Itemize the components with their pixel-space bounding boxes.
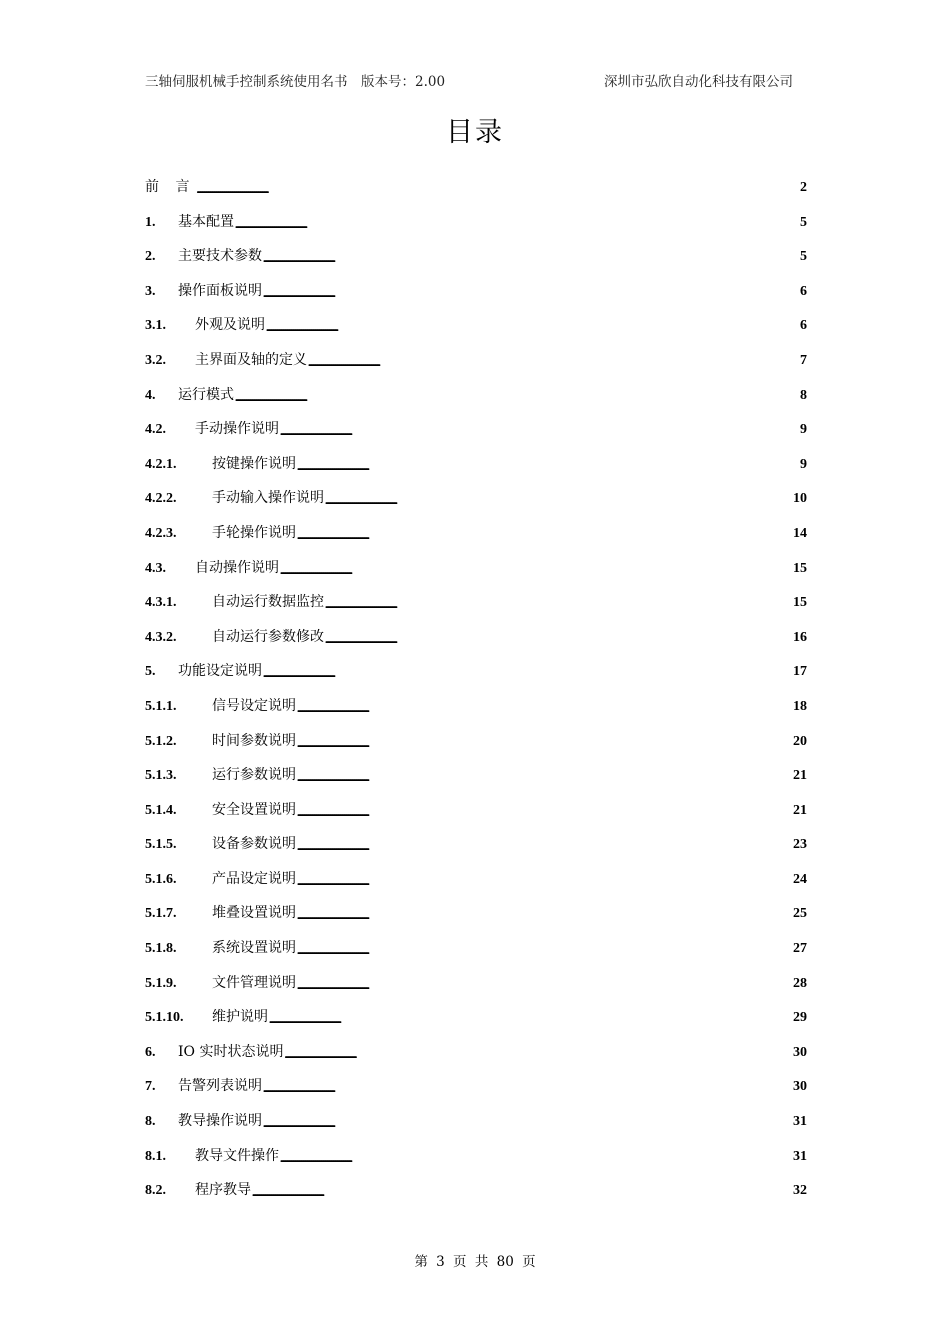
toc-entry-title: 教导操作说明 <box>178 1113 262 1130</box>
toc-entry-page-number: 5 <box>800 249 807 265</box>
page-title: 目录 <box>446 117 504 148</box>
toc-entry-number: 8.1. <box>145 1148 166 1164</box>
toc-dot-leader <box>297 873 792 887</box>
toc-entry-title: 功能设定说明 <box>178 663 262 680</box>
header-company-name: 深圳市弘欣自动化科技有限公司 <box>604 74 793 90</box>
toc-entry-title: 手轮操作说明 <box>212 524 296 541</box>
toc-entry-number: 6. <box>145 1044 156 1060</box>
toc-entry[interactable] <box>145 833 807 868</box>
toc-entry-page-number: 21 <box>793 768 807 784</box>
toc-entry-page-number: 30 <box>793 1079 807 1095</box>
toc-entry-page-number: 27 <box>793 941 807 957</box>
toc-entry[interactable] <box>145 591 807 626</box>
toc-entry-page-number: 7 <box>800 352 807 368</box>
toc-dot-leader <box>297 458 799 472</box>
toc-entry-number: 5.1.4. <box>145 802 177 818</box>
toc-dot-leader <box>235 216 799 230</box>
toc-entry-page-number: 20 <box>793 733 807 749</box>
toc-dot-leader <box>297 942 792 956</box>
toc-entry-page-number: 6 <box>800 318 807 334</box>
toc-entry-number: 4.2. <box>145 422 166 438</box>
toc-entry-number: 5.1.3. <box>145 768 177 784</box>
toc-entry[interactable] <box>145 349 807 384</box>
toc-entry-title: 产品设定说明 <box>212 870 296 887</box>
toc-dot-leader <box>235 389 799 403</box>
toc-entry-title: IO 实时状态说明 <box>178 1043 284 1060</box>
page-header <box>145 70 793 92</box>
toc-entry[interactable] <box>145 1145 807 1180</box>
toc-entry-title: 告警列表说明 <box>178 1078 262 1095</box>
toc-entry-number: 5.1.2. <box>145 733 177 749</box>
toc-entry[interactable] <box>145 487 807 522</box>
toc-entry-number: 5.1.10. <box>145 1010 184 1026</box>
toc-entry[interactable] <box>145 1179 807 1214</box>
toc-entry-page-number: 17 <box>793 664 807 680</box>
toc-entry[interactable] <box>145 972 807 1007</box>
toc-entry-number: 4.2.2. <box>145 491 177 507</box>
toc-entry[interactable] <box>145 902 807 937</box>
toc-entry[interactable] <box>145 280 807 315</box>
toc-entry-title: 外观及说明 <box>195 317 265 334</box>
toc-entry-page-number: 21 <box>793 802 807 818</box>
toc-entry-page-number: 5 <box>800 214 807 230</box>
toc-entry[interactable] <box>145 660 807 695</box>
toc-entry-title: 文件管理说明 <box>212 974 296 991</box>
page-footer: 第 3 页 共 80 页 <box>414 1254 536 1270</box>
toc-entry-number: 1. <box>145 214 156 230</box>
header-document-title: 三轴伺服机械手控制系统使用名书 版本号：2.00 <box>145 74 446 90</box>
toc-dot-leader <box>269 1011 792 1025</box>
toc-entry-number: 8.2. <box>145 1183 166 1199</box>
toc-entry[interactable] <box>145 384 807 419</box>
toc-entry-title: 安全设置说明 <box>212 801 296 818</box>
toc-entry-title: 程序教导 <box>195 1182 251 1199</box>
toc-entry-title: 自动运行参数修改 <box>212 628 324 645</box>
toc-entry-number: 4.3.2. <box>145 629 177 645</box>
toc-dot-leader <box>263 1115 792 1129</box>
toc-dot-leader <box>308 354 799 368</box>
toc-entry-number: 4.3.1. <box>145 595 177 611</box>
toc-entry-page-number: 18 <box>793 698 807 714</box>
toc-entry-title: 教导文件操作 <box>195 1147 279 1164</box>
toc-entry-page-number: 25 <box>793 906 807 922</box>
toc-dot-leader <box>266 319 799 333</box>
toc-entry-title: 按键操作说明 <box>212 455 296 472</box>
toc-entry[interactable] <box>145 418 807 453</box>
toc-entry-title: 主要技术参数 <box>178 248 262 265</box>
toc-entry-number: 8. <box>145 1114 156 1130</box>
toc-dot-leader <box>297 527 792 541</box>
toc-entry-title: 维护说明 <box>212 1009 268 1026</box>
toc-entry-page-number: 31 <box>793 1114 807 1130</box>
toc-entry-title: 操作面板说明 <box>178 282 262 299</box>
toc-dot-leader <box>280 1150 792 1164</box>
table-of-contents <box>145 176 807 1214</box>
toc-entry[interactable] <box>145 1075 807 1110</box>
toc-entry-number: 4. <box>145 387 156 403</box>
toc-entry-number: 3. <box>145 283 156 299</box>
toc-dot-leader <box>263 1080 792 1094</box>
toc-entry[interactable] <box>145 176 807 211</box>
toc-entry-number: 5.1.1. <box>145 698 177 714</box>
toc-entry-number: 5.1.8. <box>145 941 177 957</box>
toc-entry[interactable] <box>145 799 807 834</box>
toc-entry-page-number: 8 <box>800 387 807 403</box>
toc-entry-title: 运行模式 <box>178 386 234 403</box>
toc-entry-number: 3.2. <box>145 352 166 368</box>
toc-entry-title: 手动操作说明 <box>195 421 279 438</box>
toc-entry-number: 5.1.7. <box>145 906 177 922</box>
toc-entry-page-number: 31 <box>793 1148 807 1164</box>
toc-dot-leader <box>263 285 799 299</box>
toc-entry-title: 信号设定说明 <box>212 697 296 714</box>
toc-entry-page-number: 15 <box>793 560 807 576</box>
toc-entry-page-number: 16 <box>793 629 807 645</box>
toc-entry[interactable] <box>145 868 807 903</box>
toc-dot-leader <box>297 977 792 991</box>
toc-dot-leader <box>196 181 799 195</box>
toc-entry[interactable] <box>145 557 807 592</box>
toc-dot-leader <box>280 562 792 576</box>
toc-entry-page-number: 14 <box>793 525 807 541</box>
toc-dot-leader <box>252 1184 792 1198</box>
toc-entry-number: 3.1. <box>145 318 166 334</box>
toc-entry-page-number: 30 <box>793 1044 807 1060</box>
toc-entry-number: 4.2.1. <box>145 456 177 472</box>
toc-dot-leader <box>297 804 792 818</box>
toc-dot-leader <box>297 838 792 852</box>
toc-entry[interactable] <box>145 1041 807 1076</box>
toc-dot-leader <box>297 735 792 749</box>
toc-entry[interactable] <box>145 626 807 661</box>
toc-entry-page-number: 2 <box>800 180 807 195</box>
toc-entry[interactable] <box>145 211 807 246</box>
toc-entry-title: 前 言 <box>145 179 196 195</box>
toc-dot-leader <box>297 907 792 921</box>
toc-entry-page-number: 6 <box>800 283 807 299</box>
toc-entry-page-number: 29 <box>793 1010 807 1026</box>
toc-entry-title: 系统设置说明 <box>212 940 296 957</box>
toc-entry-number: 5. <box>145 664 156 680</box>
toc-entry[interactable] <box>145 937 807 972</box>
toc-dot-leader <box>297 769 792 783</box>
toc-entry[interactable] <box>145 1110 807 1145</box>
toc-dot-leader <box>325 631 792 645</box>
toc-entry-title: 主界面及轴的定义 <box>195 351 307 368</box>
toc-entry-title: 堆叠设置说明 <box>212 905 296 922</box>
toc-entry[interactable] <box>145 695 807 730</box>
toc-entry-page-number: 23 <box>793 837 807 853</box>
toc-entry-page-number: 9 <box>800 456 807 472</box>
toc-entry-title: 运行参数说明 <box>212 767 296 784</box>
toc-dot-leader <box>325 596 792 610</box>
toc-dot-leader <box>297 700 792 714</box>
toc-entry[interactable] <box>145 453 807 488</box>
toc-entry-title: 基本配置 <box>178 213 234 230</box>
toc-entry-title: 设备参数说明 <box>212 836 296 853</box>
toc-entry-title: 时间参数说明 <box>212 732 296 749</box>
toc-entry-number: 5.1.5. <box>145 837 177 853</box>
toc-entry-number: 2. <box>145 249 156 265</box>
toc-entry[interactable] <box>145 1006 807 1041</box>
toc-entry-page-number: 10 <box>793 491 807 507</box>
toc-entry-number: 4.3. <box>145 560 166 576</box>
toc-entry-number: 7. <box>145 1079 156 1095</box>
toc-entry-number: 5.1.6. <box>145 871 177 887</box>
toc-entry-title: 自动操作说明 <box>195 559 279 576</box>
toc-entry[interactable] <box>145 522 807 557</box>
toc-entry-title: 手动输入操作说明 <box>212 490 324 507</box>
toc-entry[interactable] <box>145 314 807 349</box>
toc-dot-leader <box>263 665 792 679</box>
toc-entry[interactable] <box>145 764 807 799</box>
toc-entry-page-number: 9 <box>800 422 807 438</box>
toc-entry-page-number: 28 <box>793 975 807 991</box>
toc-dot-leader <box>325 492 792 506</box>
toc-entry-number: 4.2.3. <box>145 525 177 541</box>
toc-entry-title: 自动运行数据监控 <box>212 594 324 611</box>
toc-entry-page-number: 24 <box>793 871 807 887</box>
toc-entry-page-number: 32 <box>793 1183 807 1199</box>
toc-entry-number: 5.1.9. <box>145 975 177 991</box>
toc-entry[interactable] <box>145 245 807 280</box>
toc-entry-page-number: 15 <box>793 595 807 611</box>
toc-dot-leader <box>284 1046 792 1060</box>
toc-entry[interactable] <box>145 730 807 765</box>
toc-dot-leader <box>280 423 799 437</box>
toc-dot-leader <box>263 250 799 264</box>
